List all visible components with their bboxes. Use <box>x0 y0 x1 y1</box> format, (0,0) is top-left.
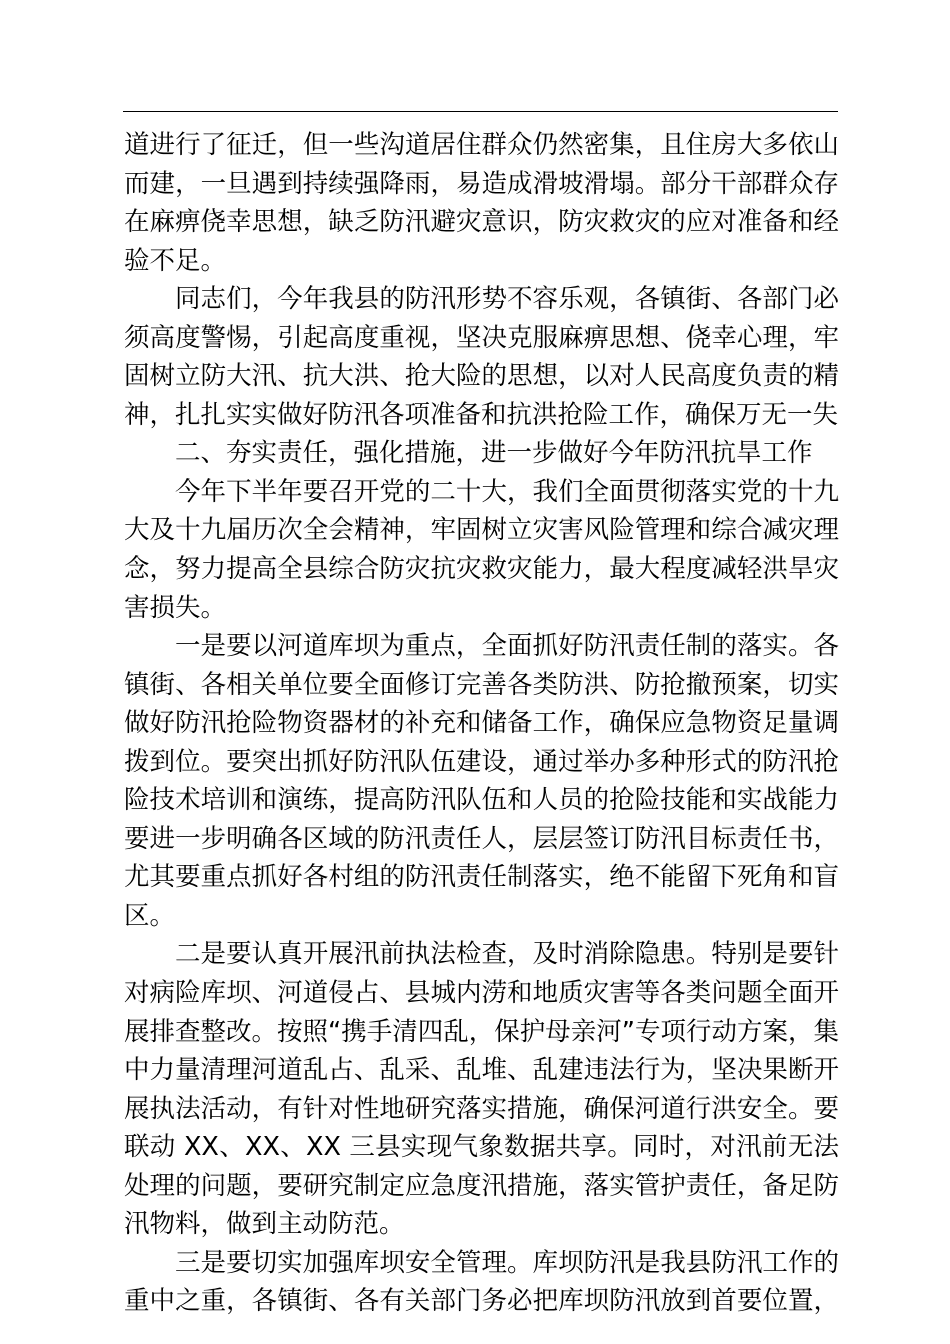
text-line: 做好防汛抢险物资器材的补充和储备工作，确保应急物资足量调 <box>124 708 839 739</box>
body-text <box>124 126 839 1321</box>
text-line: 道进行了征迁，但一些沟道居住群众仍然密集，且住房大多依山 <box>124 130 839 160</box>
text-line: 区。 <box>124 900 176 931</box>
text-line: 重中之重，各镇街、各有关部门务必把库坝防汛放到首要位置， <box>124 1286 839 1317</box>
text-line: 汛物料，做到主动防范。 <box>124 1209 405 1240</box>
text-line: 须高度警惕，引起高度重视，坚决克服麻痹思想、侥幸心理，牢 <box>124 322 839 353</box>
section-heading: 二、夯实责任，强化措施，进一步做好今年防汛抗旱工作 <box>175 438 813 469</box>
text-line: 尤其要重点抓好各村组的防汛责任制落实，绝不能留下死角和盲 <box>124 862 839 893</box>
text-line: 验不足。 <box>124 245 227 276</box>
text-line: 险技术培训和演练，提高防汛队伍和人员的抢险技能和实战能力 <box>124 785 839 816</box>
text-line: 处理的问题，要研究制定应急度汛措施，落实管护责任，备足防 <box>124 1170 839 1201</box>
header-rule <box>123 111 838 112</box>
text-line: 镇街、各相关单位要全面修订完善各类防洪、防抢撤预案，切实 <box>124 669 839 700</box>
text-line: 对病险库坝、河道侵占、县城内涝和地质灾害等各类问题全面开 <box>124 978 839 1009</box>
text-line: 念，努力提高全县综合防灾抗灾救灾能力，最大程度减轻洪旱灾 <box>124 554 839 585</box>
text-line: 而建，一旦遇到持续强降雨，易造成滑坡滑塌。部分干部群众存 <box>124 168 839 199</box>
paragraph-first-line: 今年下半年要召开党的二十大，我们全面贯彻落实党的十九 <box>175 476 839 507</box>
paragraph-first-line: 二是要认真开展汛前执法检查，及时消除隐患。特别是要针 <box>175 939 839 970</box>
paragraph-first-line: 同志们，今年我县的防汛形势不容乐观，各镇街、各部门必 <box>175 284 839 315</box>
text-line: 要进一步明确各区域的防汛责任人，层层签订防汛目标责任书， <box>124 823 839 854</box>
text-line: 害损失。 <box>124 592 227 623</box>
text-line: 展排查整改。按照“携手清四乱，保护母亲河”专项行动方案，集 <box>124 1016 839 1047</box>
text-line: 神，扎扎实实做好防汛各项准备和抗洪抢险工作，确保万无一失 <box>124 399 839 430</box>
text-line: 联动 XX、XX、XX 三县实现气象数据共享。同时，对汛前无法 <box>124 1132 839 1163</box>
text-line: 中力量清理河道乱占、乱采、乱堆、乱建违法行为，坚决果断开 <box>124 1055 839 1086</box>
text-line: 拨到位。要突出抓好防汛队伍建设，通过举办多种形式的防汛抢 <box>124 746 839 777</box>
text-line: 大及十九届历次全会精神，牢固树立灾害风险管理和综合减灾理 <box>124 515 839 546</box>
text-line: 固树立防大汛、抗大洪、抢大险的思想，以对人民高度负责的精 <box>124 361 839 392</box>
text-line: 展执法活动，有针对性地研究落实措施，确保河道行洪安全。要 <box>124 1093 839 1124</box>
text-line: 在麻痹侥幸思想，缺乏防汛避灾意识，防灾救灾的应对准备和经 <box>124 207 839 238</box>
paragraph-first-line: 一是要以河道库坝为重点，全面抓好防汛责任制的落实。各 <box>175 631 839 662</box>
paragraph-first-line: 三是要切实加强库坝安全管理。库坝防汛是我县防汛工作的 <box>175 1247 839 1278</box>
